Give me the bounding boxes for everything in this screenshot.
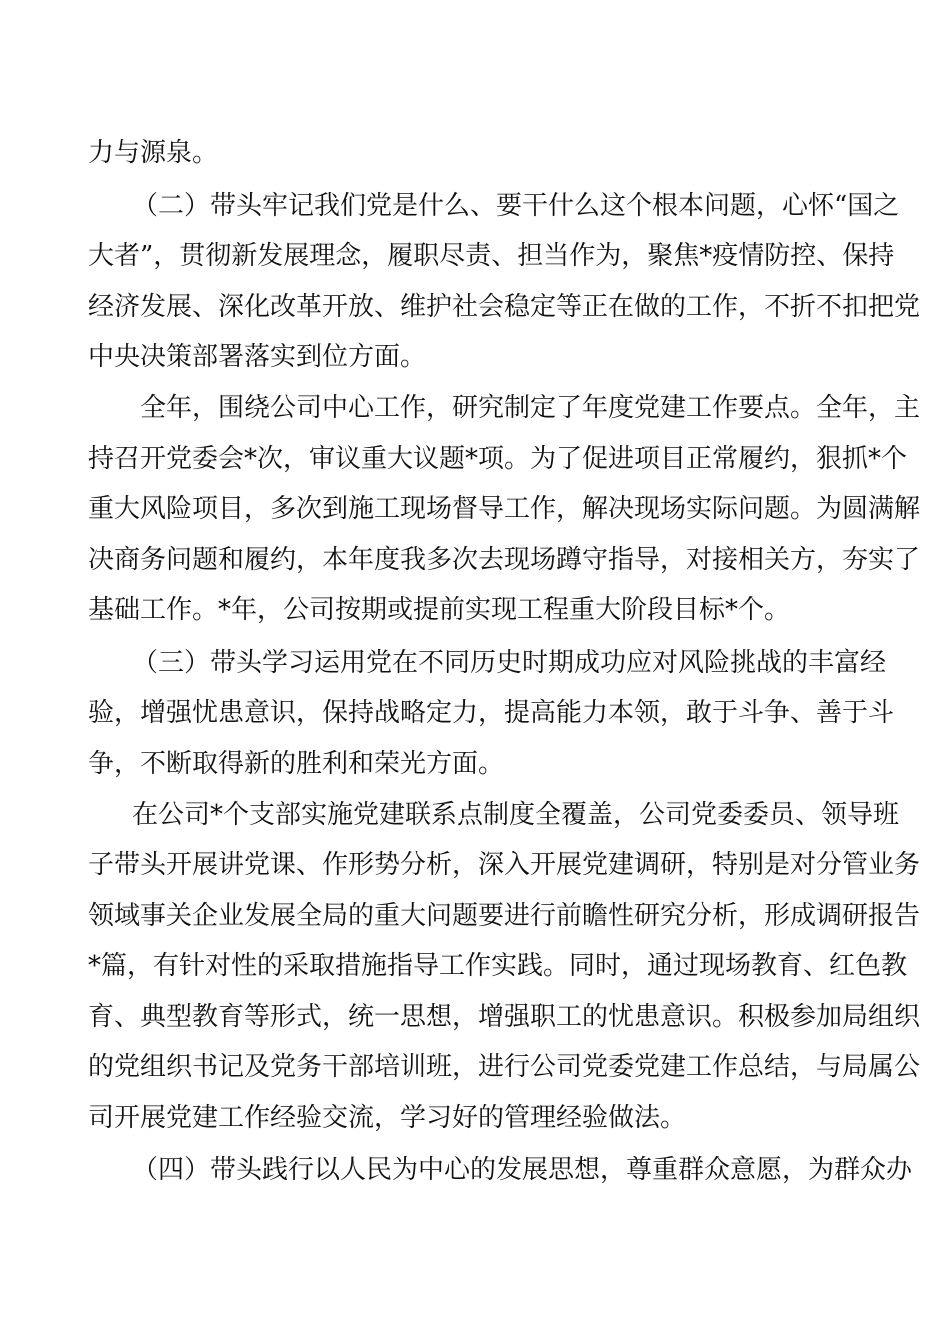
line-text: 领域事关企业发展全局的重大问题要进行前瞻性研究分析，形成调研报告	[88, 901, 921, 931]
text-line	[0, 845, 950, 885]
section-heading-line	[0, 643, 950, 683]
text-line	[0, 236, 950, 276]
section-heading-line	[0, 186, 950, 226]
text-line	[0, 997, 950, 1037]
text-line	[0, 489, 950, 529]
line-text: 子带头开展讲党课、作形势分析，深入开展党建调研，特别是对分管业务	[88, 850, 921, 880]
text-line	[0, 693, 950, 733]
line-text: 基础工作。*年，公司按期或提前实现工程重大阶段目标*个。	[88, 595, 791, 625]
line-text: 司开展党建工作经验交流，学习好的管理经验做法。	[88, 1103, 687, 1133]
line-text: 验，增强忧患意识，保持战略定力，提高能力本领，敢于斗争、善于斗	[88, 698, 895, 728]
line-text: 在公司*个支部实施党建联系点制度全覆盖，公司党委委员、领导班	[132, 800, 900, 830]
line-text: 持召开党委会*次，审议重大议题*项。为了促进项目正常履约，狠抓*个	[88, 444, 908, 474]
line-text: 争，不断取得新的胜利和荣光方面。	[88, 749, 505, 779]
paragraph-first-line	[0, 388, 950, 428]
line-text: 育、典型教育等形式，统一思想，增强职工的忧患意识。积极参加局组织	[88, 1002, 921, 1032]
line-text: （二）带头牢记我们党是什么、要干什么这个根本问题，心怀“国之	[132, 191, 900, 221]
text-line	[0, 896, 950, 936]
line-text: *篇，有针对性的采取措施指导工作实践。同时，通过现场教育、红色教	[88, 951, 908, 981]
text-line	[0, 287, 950, 327]
line-text: （三）带头学习运用党在不同历史时期成功应对风险挑战的丰富经	[132, 648, 887, 678]
line-text: 决商务问题和履约，本年度我多次去现场蹲守指导，对接相关方，夯实了	[88, 545, 921, 575]
line-text: 力与源泉。	[88, 138, 219, 168]
line-text: （四）带头践行以人民为中心的发展思想，尊重群众意愿，为群众办	[132, 1155, 913, 1185]
line-text: 全年，围绕公司中心工作，研究制定了年度党建工作要点。全年，主	[140, 393, 921, 423]
text-line	[0, 540, 950, 580]
text-line	[0, 590, 950, 630]
text-line	[0, 946, 950, 986]
text-line	[0, 133, 950, 173]
section-heading-line	[0, 1150, 950, 1190]
paragraph-first-line	[0, 795, 950, 835]
text-line	[0, 744, 950, 784]
line-text: 重大风险项目，多次到施工现场督导工作，解决现场实际问题。为圆满解	[88, 494, 921, 524]
text-line	[0, 337, 950, 377]
line-text: 中央决策部署落实到位方面。	[88, 342, 427, 372]
text-line	[0, 1098, 950, 1138]
line-text: 的党组织书记及党务干部培训班，进行公司党委党建工作总结，与局属公	[88, 1052, 921, 1082]
text-line	[0, 439, 950, 479]
line-text: 经济发展、深化改革开放、维护社会稳定等正在做的工作，不折不扣把党	[88, 292, 921, 322]
text-line	[0, 1047, 950, 1087]
line-text: 大者”，贯彻新发展理念，履职尽责、担当作为，聚焦*疫情防控、保持	[88, 241, 895, 271]
